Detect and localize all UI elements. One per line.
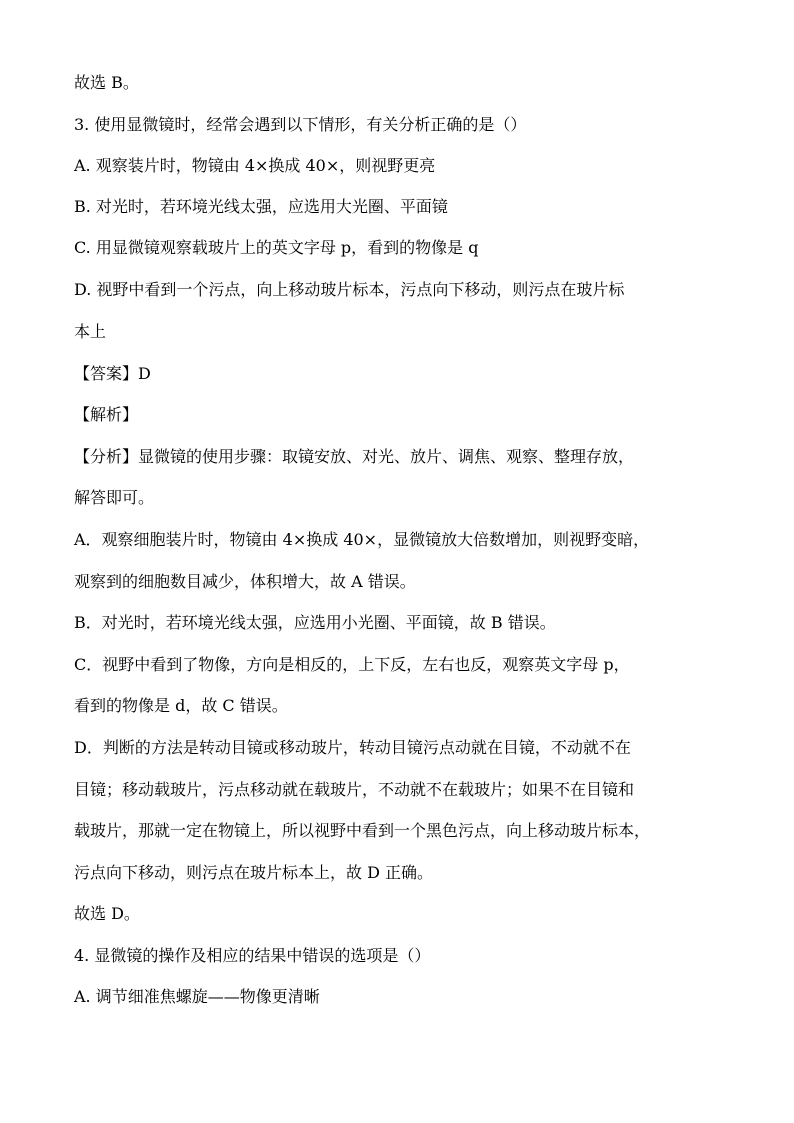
question-3-choice: 故选 D。 [74, 904, 140, 923]
question-3-option-d: D. 视野中看到一个污点，向上移动玻片标本，污点向下移动，则污点在玻片标 [74, 280, 625, 299]
analysis-line: 【分析】显微镜的使用步骤：取镜安放、对光、放片、调焦、观察、整理存放， [74, 447, 635, 466]
analysis-line: D．判断的方法是转动目镜或移动玻片，转动目镜污点动就在目镜，不动就不在 [74, 738, 631, 757]
analysis-line: 载玻片，那就一定在物镜上，所以视野中看到一个黑色污点，向上移动玻片标本， [74, 821, 651, 840]
analysis-line: 解答即可。 [74, 488, 155, 507]
analysis-line: B．对光时，若环境光线太强，应选用小光圈、平面镜，故 B 错误。 [74, 613, 556, 632]
analysis-line: 观察到的细胞数目减少，体积增大，故 A 错误。 [74, 572, 416, 591]
analysis-line: A．观察细胞装片时，物镜由 4×换成 40×，显微镜放大倍数增加，则视野变暗， [74, 530, 650, 549]
question-4-option-a: A. 调节细准焦螺旋——物像更清晰 [74, 987, 320, 1006]
analysis-line: 目镜；移动载玻片，污点移动就在载玻片，不动就不在载玻片；如果不在目镜和 [74, 780, 635, 799]
previous-answer-choice: 故选 B。 [74, 73, 139, 92]
analysis-line: 污点向下移动，则污点在玻片标本上，故 D 正确。 [74, 863, 434, 882]
question-3-answer: 【答案】D [74, 364, 151, 383]
question-3-analysis-header: 【解析】 [74, 405, 139, 424]
question-3-option-c: C. 用显微镜观察载玻片上的英文字母 p，看到的物像是 q [74, 238, 479, 257]
question-4-stem: 4. 显微镜的操作及相应的结果中错误的选项是（） [74, 946, 431, 965]
question-3-option-b: B. 对光时，若环境光线太强，应选用大光圈、平面镜 [74, 197, 448, 216]
question-3-stem: 3. 使用显微镜时，经常会遇到以下情形，有关分析正确的是（） [74, 115, 527, 134]
analysis-line: 看到的物像是 d，故 C 错误。 [74, 696, 288, 715]
question-3-option-d-continued: 本上 [74, 322, 107, 341]
analysis-line: C．视野中看到了物像，方向是相反的，上下反，左右也反，观察英文字母 p， [74, 655, 630, 674]
question-3-option-a: A. 观察装片时，物镜由 4×换成 40×，则视野更亮 [74, 156, 436, 175]
